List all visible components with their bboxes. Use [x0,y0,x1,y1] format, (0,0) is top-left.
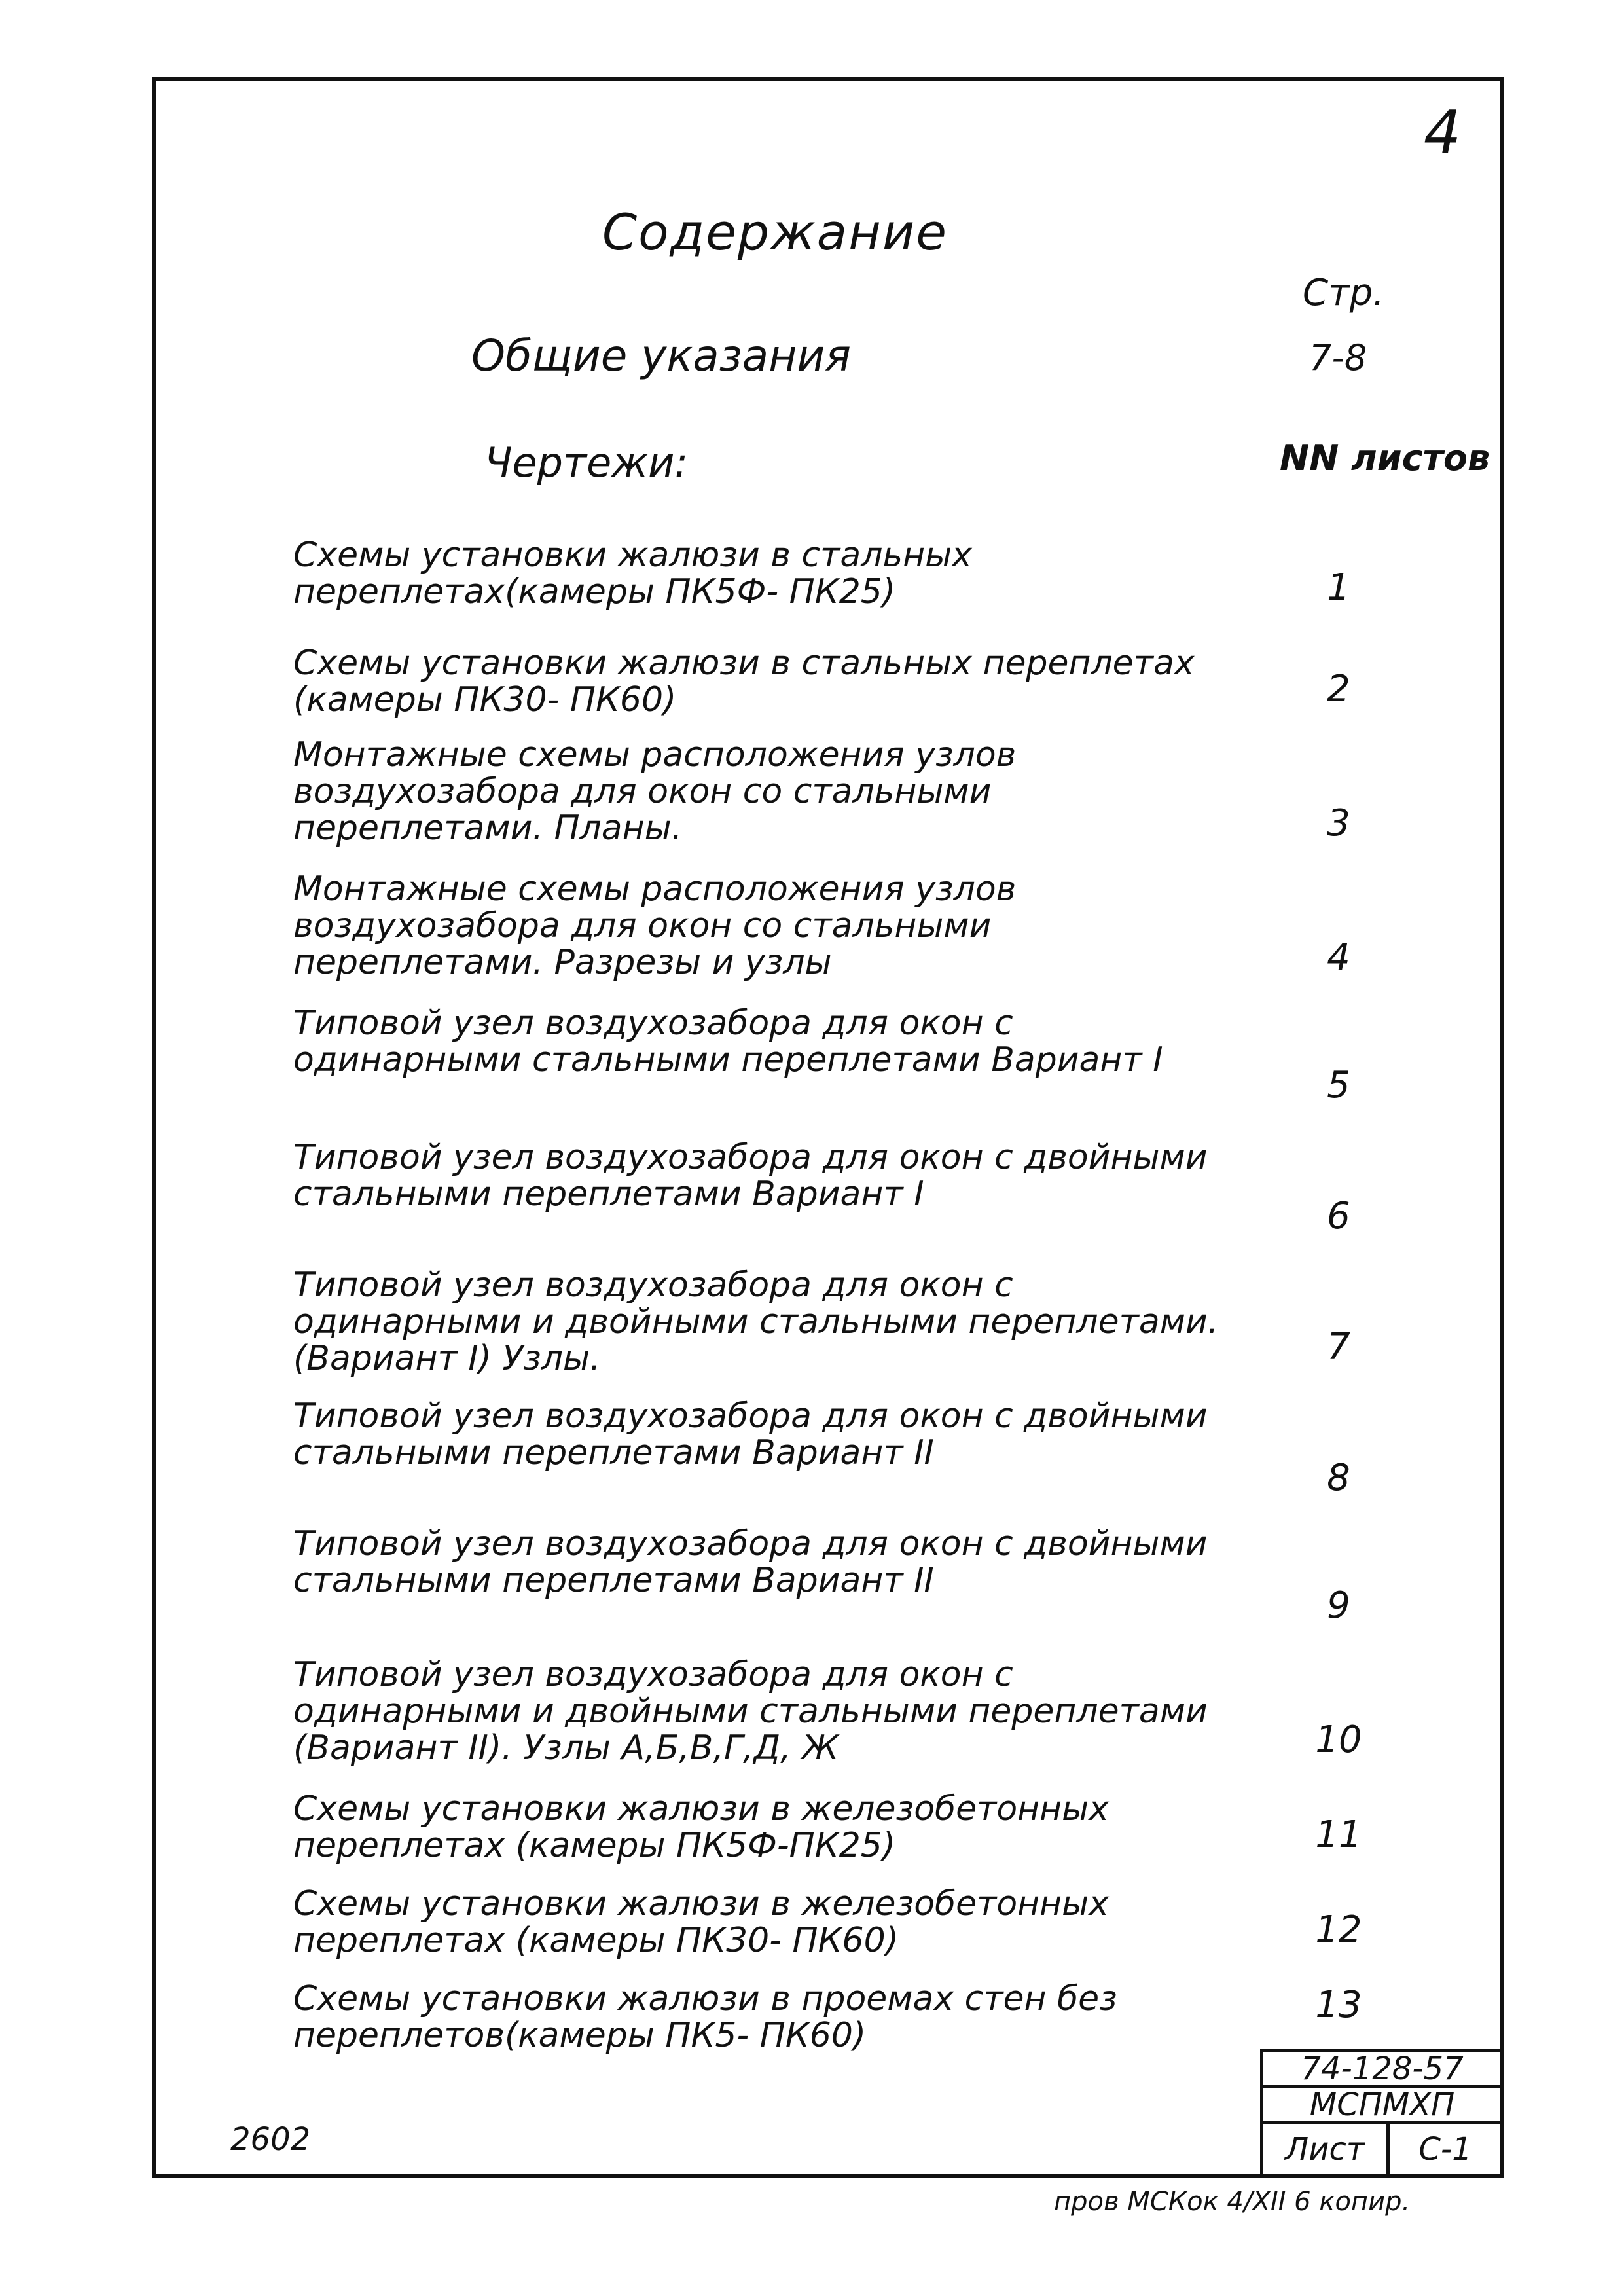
toc-entry-3-sheet: 3 [1327,802,1350,845]
toc-entry-7-sheet: 7 [1327,1326,1350,1368]
toc-entry-3: Монтажные схемы расположения узлов воздухозабора для окон со стальными переплетами. Планы. [293,735,1017,848]
toc-entry-9: Типовой узел воздухозабора для окон с двойными стальными переплетами Вариант II [293,1524,1208,1600]
toc-entry-1: Схемы установки жалюзи в стальных переплетах(камеры ПК5Ф- ПК25) [293,536,972,611]
stamp-organization: МСПМХП [1260,2085,1504,2124]
toc-entry-8: Типовой узел воздухозабора для окон с двойными стальными переплетами Вариант II [293,1396,1208,1472]
general-instructions-label: Общие указания [471,331,851,381]
toc-entry-10: Типовой узел воздухозабора для окон с одинарными и двойными стальными переплетами (Вариант II). Узлы А,Б,В,Г,Д, Ж [293,1655,1208,1768]
stamp-sheet-value: С-1 [1386,2121,1504,2178]
drawings-label: Чертежи: [484,439,689,486]
toc-entry-1-sheet: 1 [1327,566,1350,609]
toc-entry-12: Схемы установки жалюзи в железобетонных переплетах (камеры ПК30- ПК60) [293,1884,1109,1960]
stamp-sheet-label: Лист [1260,2121,1390,2178]
toc-entry-7: Типовой узел воздухозабора для окон с одинарными и двойными стальными переплетами. (Вариант I) Узлы. [293,1266,1219,1378]
toc-entry-10-sheet: 10 [1315,1719,1362,1761]
page-column-header: Стр. [1303,272,1385,314]
toc-entry-5-sheet: 5 [1327,1064,1350,1106]
toc-entry-13-sheet: 13 [1315,1984,1362,2026]
document-title: Содержание [602,203,948,261]
toc-entry-5: Типовой узел воздухозабора для окон с одинарными стальными переплетами Вариант I [293,1004,1163,1080]
toc-entry-9-sheet: 9 [1327,1584,1350,1627]
checker-signature: пров МСКок 4/XII 6 копир. [1054,2187,1411,2217]
general-instructions-pages: 7-8 [1309,337,1367,378]
toc-entry-6-sheet: 6 [1327,1195,1350,1237]
stamp-code: 74-128-57 [1260,2049,1504,2088]
toc-entry-11-sheet: 11 [1315,1813,1362,1856]
toc-entry-13: Схемы установки жалюзи в проемах стен без переплетов(камеры ПК5- ПК60) [293,1979,1117,2055]
toc-entry-6: Типовой узел воздухозабора для окон с двойными стальными переплетами Вариант I [293,1138,1208,1214]
sheets-column-header: NN листов [1280,437,1490,479]
toc-entry-2-sheet: 2 [1327,668,1350,710]
toc-entry-8-sheet: 8 [1327,1457,1350,1499]
toc-entry-12-sheet: 12 [1315,1908,1362,1951]
toc-entry-11: Схемы установки жалюзи в железобетонных переплетах (камеры ПК5Ф-ПК25) [293,1789,1109,1865]
page-number: 4 [1424,98,1462,167]
title-stamp [1260,2049,1504,2178]
toc-entry-4-sheet: 4 [1327,936,1350,979]
toc-entry-4: Монтажные схемы расположения узлов воздухозабора для окон со стальными переплетами. Разрезы и узлы [293,869,1017,982]
toc-entry-2: Схемы установки жалюзи в стальных переплетах (камеры ПК30- ПК60) [293,644,1195,720]
archive-number: 2602 [230,2121,311,2158]
